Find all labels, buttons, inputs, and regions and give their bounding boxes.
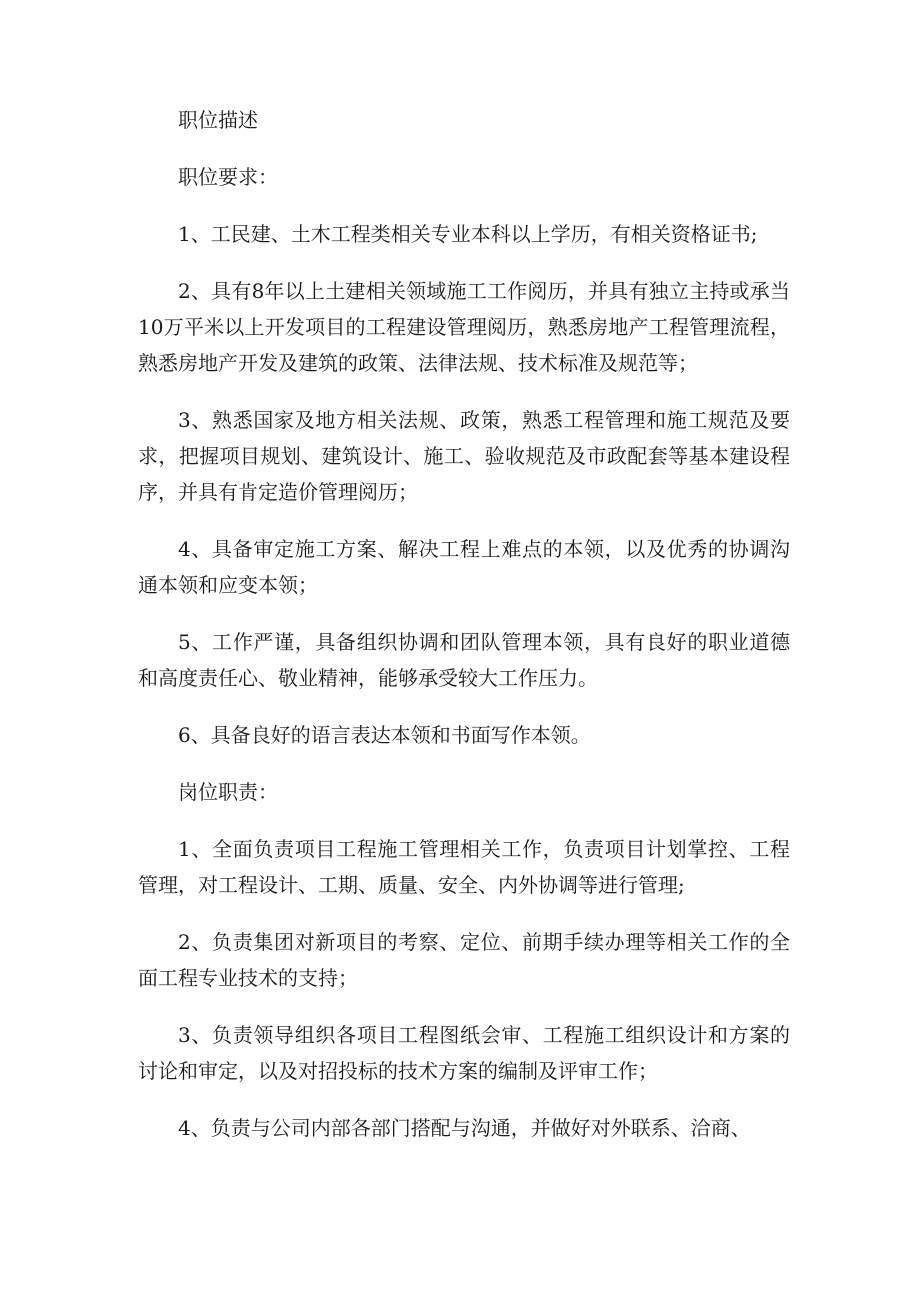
- duty-item-1: 1、全面负责项目工程施工管理相关工作，负责项目计划掌控、工程管理，对工程设计、工期、质量、安全、内外协调等进行管理;: [138, 837, 790, 897]
- section-heading: 职位描述: [178, 108, 258, 132]
- document-body: [138, 102, 790, 1167]
- duty-item-2: 2、负责集团对新项目的考察、定位、前期手续办理等相关工作的全面工程专业技术的支持；: [138, 930, 790, 990]
- requirements-title: 职位要求：: [178, 165, 278, 189]
- requirement-item-5: 5、工作严谨，具备组织协调和团队管理本领，具有良好的职业道德和高度责任心、敬业精神，能够承受较大工作压力。: [138, 630, 790, 690]
- duties-title: 岗位职责：: [178, 780, 278, 804]
- requirement-item-1: 1、工民建、土木工程类相关专业本科以上学历，有相关资格证书;: [178, 222, 758, 246]
- requirement-item-4: 4、具备审定施工方案、解决工程上难点的本领，以及优秀的协调沟通本领和应变本领；: [138, 537, 790, 597]
- requirement-item-2: 2、具有8年以上土建相关领域施工工作阅历，并具有独立主持或承当10万平米以上开发项目的工程建设管理阅历，熟悉房地产工程管理流程，熟悉房地产开发及建筑的政策、法律法规、技术标准及规范等；: [138, 279, 790, 375]
- requirement-item-6: 6、具备良好的语言表达本领和书面写作本领。: [178, 723, 591, 747]
- duty-item-3: 3、负责领导组织各项目工程图纸会审、工程施工组织设计和方案的讨论和审定，以及对招投标的技术方案的编制及评审工作；: [138, 1023, 790, 1083]
- duty-item-4: 4、负责与公司内部各部门搭配与沟通，并做好对外联系、洽商、: [178, 1116, 751, 1140]
- requirement-item-3: 3、熟悉国家及地方相关法规、政策，熟悉工程管理和施工规范及要求，把握项目规划、建筑设计、施工、验收规范及市政配套等基本建设程序，并具有肯定造价管理阅历；: [138, 408, 790, 504]
